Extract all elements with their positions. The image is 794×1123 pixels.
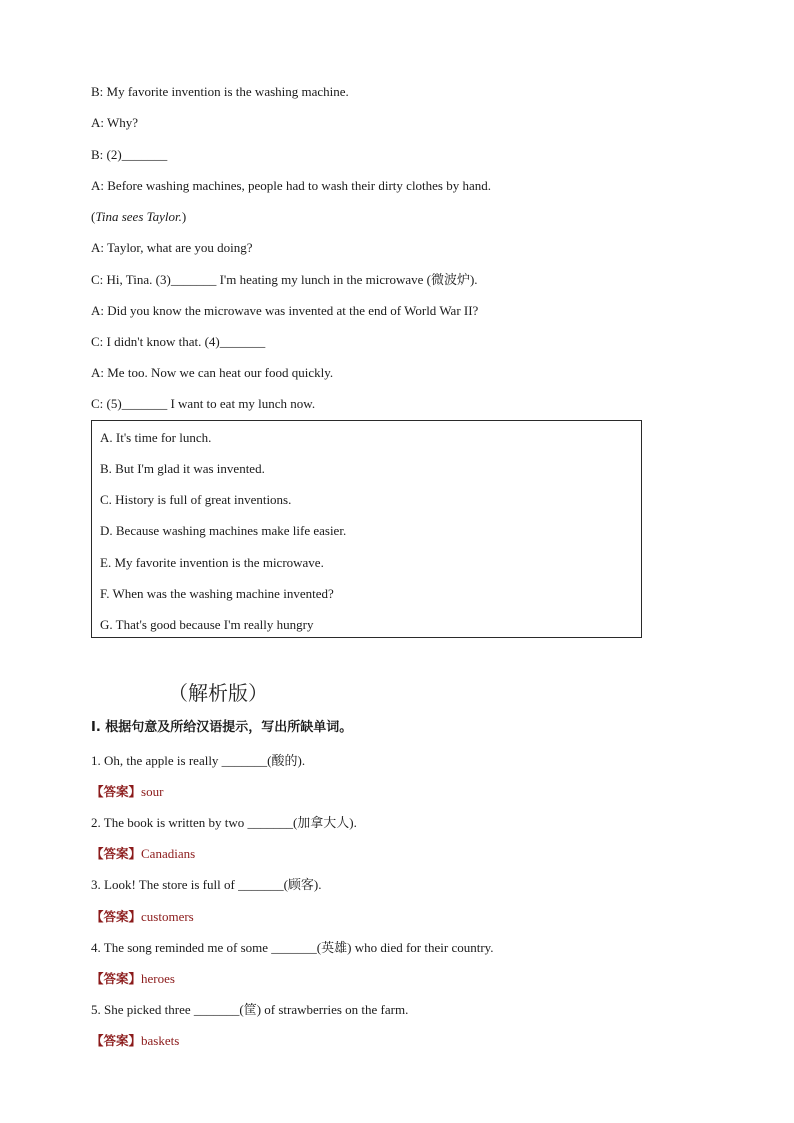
speaker: C: — [91, 396, 104, 411]
dialogue-line — [91, 147, 167, 163]
question-line: 2. The book is written by two _______(加拿大人). — [91, 815, 357, 830]
answer-value: baskets — [141, 1033, 180, 1048]
option-item: E. My favorite invention is the microwave. — [100, 555, 324, 570]
answer-line — [91, 909, 194, 925]
dialogue-text: Before washing machines, people had to wash their dirty clothes by hand. — [107, 178, 492, 193]
dialogue-line — [91, 334, 265, 350]
dialogue-text: My favorite invention is the washing machine. — [106, 84, 349, 99]
dialogue-text: I didn't know that. (4)_______ — [106, 334, 266, 349]
answer-tag: 【答案】 — [91, 909, 142, 924]
speaker: A: — [91, 365, 104, 380]
dialogue-line — [91, 396, 315, 412]
speaker: C: — [91, 272, 104, 287]
option-item: F. When was the washing machine invented? — [100, 586, 334, 601]
answer-value: sour — [141, 784, 164, 799]
stage-direction: (Tina sees Taylor.) — [91, 209, 187, 224]
dialogue-text: Did you know the microwave was invented at the end of World War II? — [107, 303, 479, 318]
dialogue-line — [91, 272, 478, 288]
answer-tag: 【答案】 — [91, 1033, 142, 1048]
answer-tag: 【答案】 — [91, 971, 142, 986]
speaker: B: — [91, 147, 104, 162]
answer-tag: 【答案】 — [91, 784, 142, 799]
dialogue-text: Me too. Now we can heat our food quickly. — [107, 365, 334, 380]
dialogue-line — [91, 84, 349, 100]
answer-line — [91, 784, 163, 800]
dialogue-line — [91, 240, 253, 256]
answer-tag: 【答案】 — [91, 846, 142, 861]
question-line: 5. She picked three _______(筐) of strawberries on the farm. — [91, 1002, 409, 1017]
speaker: A: — [91, 178, 104, 193]
instruction-heading: Ⅰ. 根据句意及所给汉语提示，写出所缺单词。 — [91, 720, 353, 735]
dialogue-text: Hi, Tina. (3)_______ I'm heating my lunch in the microwave (微波炉). — [106, 272, 478, 287]
dialogue-line — [91, 365, 333, 381]
speaker: A: — [91, 240, 104, 255]
dialogue-line — [91, 303, 478, 319]
answer-value: customers — [141, 909, 194, 924]
answer-line — [91, 971, 175, 987]
option-item: D. Because washing machines make life easier. — [100, 523, 347, 538]
speaker: B: — [91, 84, 104, 99]
dialogue-text: Taylor, what are you doing? — [104, 240, 253, 255]
question-line: 4. The song reminded me of some _______(英雄) who died for their country. — [91, 940, 494, 955]
dialogue-line — [91, 178, 491, 194]
question-line: 3. Look! The store is full of _______(顾客). — [91, 877, 322, 892]
answer-value: heroes — [141, 971, 175, 986]
speaker: C: — [91, 334, 104, 349]
option-item: B. But I'm glad it was invented. — [100, 461, 265, 476]
dialogue-line — [91, 115, 138, 131]
section-title: （解析版） — [168, 681, 268, 705]
answer-line — [91, 1033, 179, 1049]
speaker: A: — [91, 303, 104, 318]
option-item: A. It's time for lunch. — [100, 430, 212, 445]
answer-line — [91, 846, 195, 862]
dialogue-text: (2)_______ — [106, 147, 168, 162]
options-box — [91, 420, 642, 638]
stage-direction-text: Tina sees Taylor. — [95, 209, 182, 224]
answer-value: Canadians — [141, 846, 196, 861]
question-line: 1. Oh, the apple is really _______(酸的). — [91, 753, 306, 768]
speaker: A: — [91, 115, 104, 130]
dialogue-text: Why? — [107, 115, 139, 130]
option-item: G. That's good because I'm really hungry — [100, 617, 314, 632]
dialogue-text: (5)_______ I want to eat my lunch now. — [106, 396, 316, 411]
option-item: C. History is full of great inventions. — [100, 492, 292, 507]
